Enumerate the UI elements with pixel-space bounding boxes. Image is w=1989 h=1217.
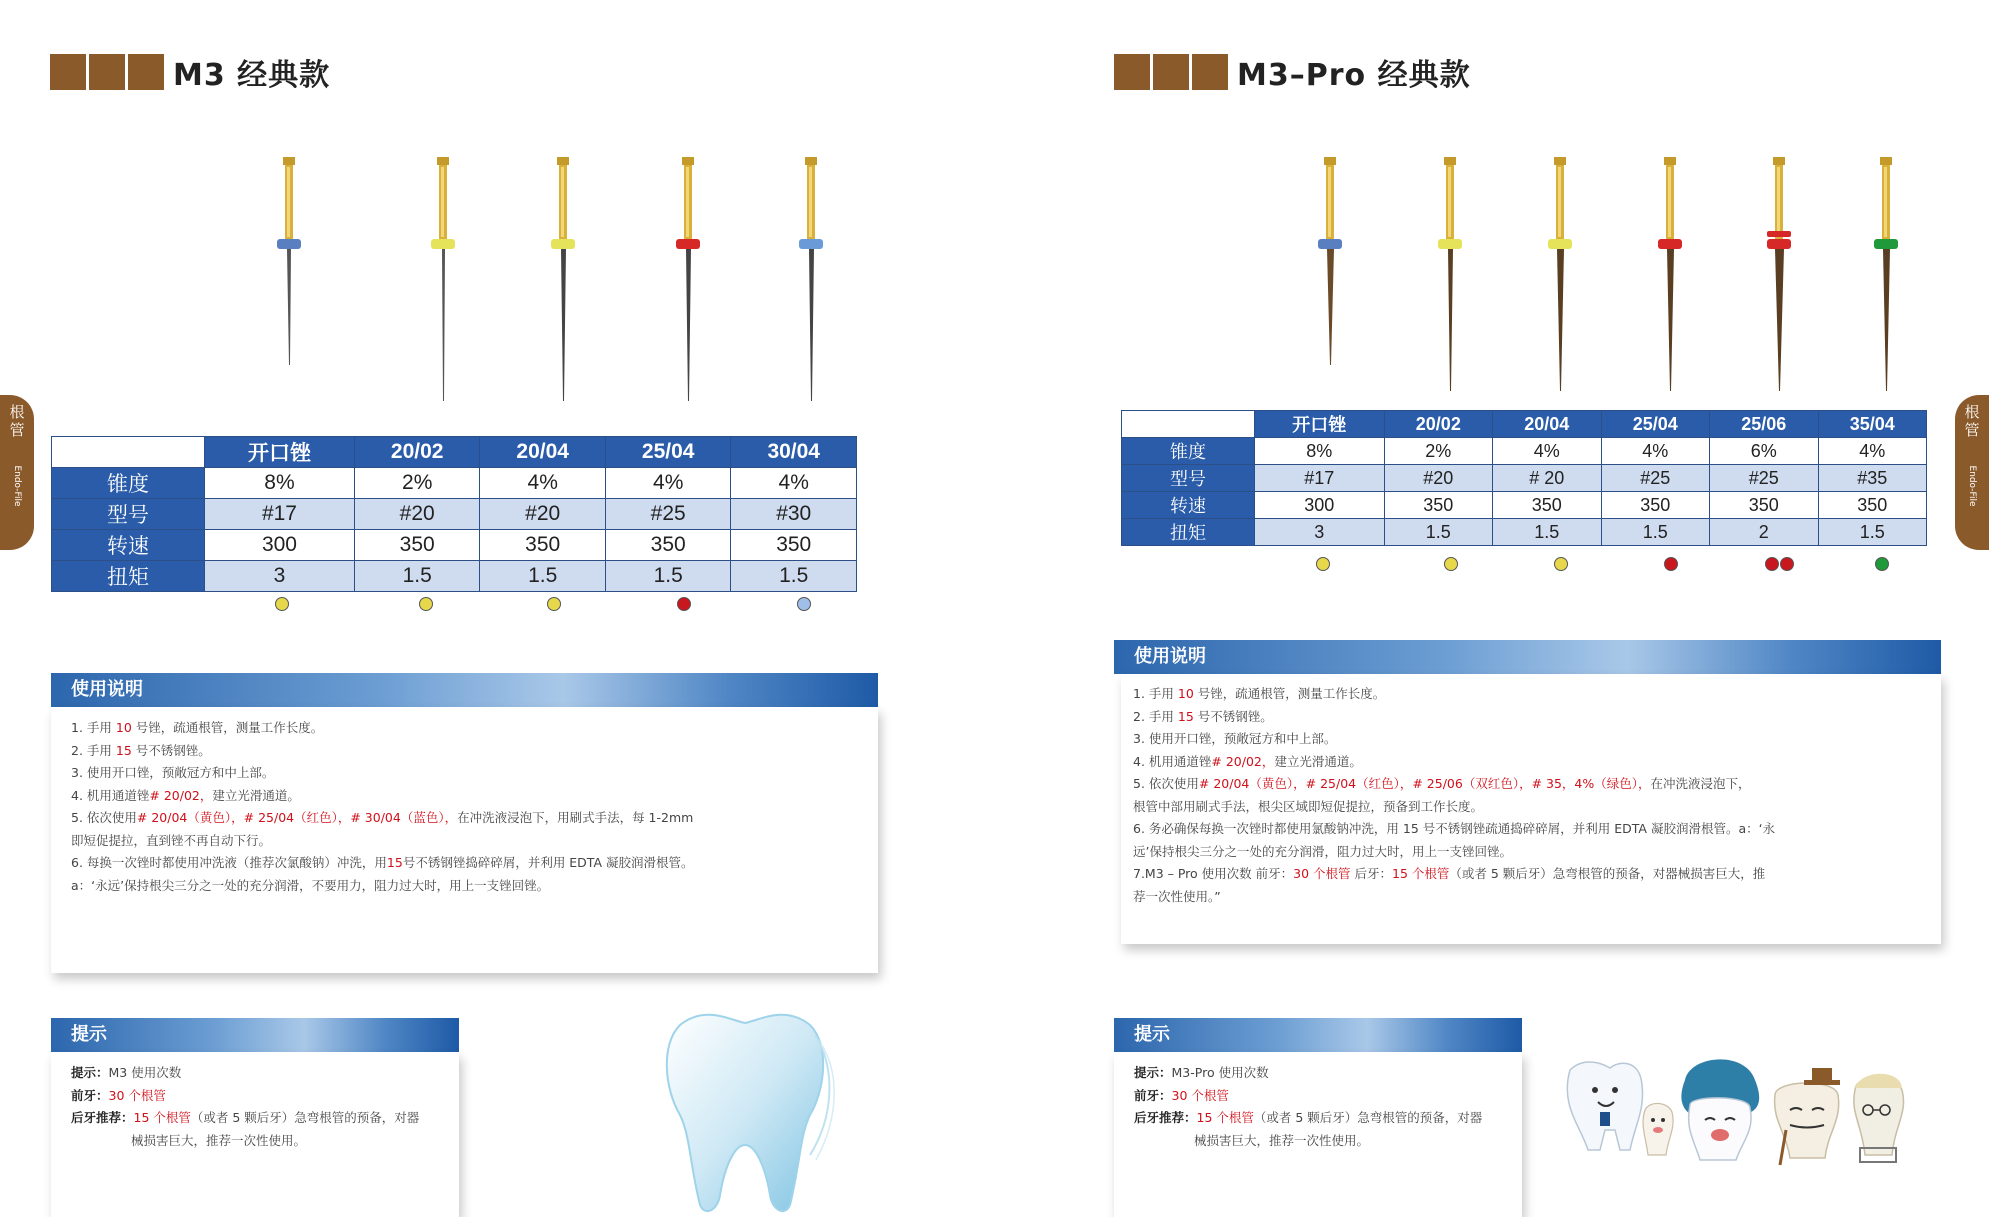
table-cell: 3 bbox=[1255, 519, 1385, 546]
instruction-text: 2. 手用 bbox=[1133, 708, 1178, 724]
table-cell: 350 bbox=[1710, 492, 1818, 519]
file-illustration-4 bbox=[669, 155, 709, 405]
instruction-line bbox=[71, 875, 878, 898]
instruction-text: 根管中部用刷式手法，根尖区域即短促提拉，预备到工作长度。 bbox=[1133, 798, 1484, 814]
tip-line bbox=[71, 1085, 459, 1108]
highlight-text: # 20/02， bbox=[149, 787, 213, 803]
tip-line bbox=[1134, 1085, 1522, 1108]
tip-line bbox=[71, 1107, 459, 1130]
side-tab-cn: 根管 bbox=[1964, 403, 1980, 439]
instruction-line bbox=[1133, 706, 1941, 729]
instruction-text: 号不锈钢锉。 bbox=[131, 742, 211, 758]
table-cell: 4% bbox=[1493, 438, 1601, 465]
table-cell: 1.5 bbox=[354, 561, 480, 592]
file-illustration-3 bbox=[1541, 155, 1581, 395]
instruction-line bbox=[1133, 796, 1941, 819]
title-square bbox=[50, 54, 86, 90]
table-cell: 350 bbox=[605, 530, 731, 561]
table-cell: 8% bbox=[205, 468, 355, 499]
table-cell: 300 bbox=[1255, 492, 1385, 519]
table-cell: #35 bbox=[1818, 465, 1927, 492]
cartoon-teeth-illustration bbox=[1550, 1050, 1920, 1170]
file-illustration-6 bbox=[1867, 155, 1907, 395]
table-header: 35/04 bbox=[1818, 411, 1927, 438]
table-header: 30/04 bbox=[731, 437, 857, 468]
instruction-line bbox=[1133, 818, 1941, 841]
instruction-line bbox=[1133, 841, 1941, 864]
right-title-text: M3–Pro 经典款 bbox=[1237, 58, 1471, 93]
color-dot bbox=[1316, 557, 1330, 571]
title-square bbox=[1114, 54, 1150, 90]
table-cell: 1.5 bbox=[1601, 519, 1709, 546]
color-dot bbox=[1664, 557, 1678, 571]
table-cell: 4% bbox=[731, 468, 857, 499]
right-instructions-body bbox=[1121, 674, 1941, 944]
left-instructions-body bbox=[51, 707, 878, 973]
row-label: 扭矩 bbox=[1122, 519, 1255, 546]
tip-value: 30 个根管 bbox=[108, 1087, 166, 1103]
instruction-text: 4. 机用通道锉 bbox=[71, 787, 150, 803]
tip-text: 械损害巨大，推荐一次性使用。 bbox=[1194, 1132, 1370, 1148]
highlight-text: 15 bbox=[386, 855, 403, 870]
table-cell: 1.5 bbox=[731, 561, 857, 592]
table-header: 25/04 bbox=[1601, 411, 1709, 438]
title-square bbox=[89, 54, 125, 90]
left-title-text: M3 经典款 bbox=[173, 58, 331, 93]
table-cell: 350 bbox=[480, 530, 606, 561]
color-dot bbox=[1554, 557, 1568, 571]
instruction-text: 1. 手用 bbox=[1133, 686, 1178, 701]
tip-text: M3-Pro 使用次数 bbox=[1171, 1065, 1269, 1080]
table-cell: 3 bbox=[205, 561, 355, 592]
table-cell: 4% bbox=[605, 468, 731, 499]
table-header: 开口锉 bbox=[1255, 411, 1385, 438]
table-cell: 4% bbox=[1601, 438, 1709, 465]
instruction-line bbox=[1133, 886, 1941, 909]
file-illustration-3 bbox=[544, 155, 584, 405]
table-corner bbox=[1122, 411, 1255, 438]
right-tips-body bbox=[1114, 1052, 1522, 1217]
table-cell: 8% bbox=[1255, 438, 1385, 465]
table-cell: 350 bbox=[731, 530, 857, 561]
table-cell: 1.5 bbox=[605, 561, 731, 592]
instruction-lines bbox=[1133, 683, 1941, 908]
table-cell: 2 bbox=[1710, 519, 1818, 546]
instruction-text: 即短促提拉，直到锉不再自动下行。 bbox=[71, 832, 272, 848]
table-cell: 1.5 bbox=[1384, 519, 1492, 546]
row-label: 型号 bbox=[52, 499, 205, 530]
tip-line bbox=[1134, 1130, 1522, 1153]
instruction-text: 3. 使用开口锉，预敞冠方和中上部。 bbox=[71, 765, 275, 780]
tip-value: 30 个根管 bbox=[1171, 1087, 1229, 1103]
right-tips-heading: 提示 bbox=[1114, 1018, 1522, 1052]
instruction-text: 号不锈钢锉捣碎碎屑，并利用 EDTA 凝胶润滑根管。 bbox=[402, 855, 694, 870]
instruction-text: 3. 使用开口锉，预敞冠方和中上部。 bbox=[1133, 731, 1337, 746]
table-cell: 350 bbox=[354, 530, 480, 561]
tip-text: 械损害巨大，推荐一次性使用。 bbox=[131, 1132, 307, 1148]
tip-label: 前牙： bbox=[71, 1087, 109, 1103]
table-cell: 300 bbox=[205, 530, 355, 561]
table-header: 25/06 bbox=[1710, 411, 1818, 438]
table-cell: 4% bbox=[1818, 438, 1927, 465]
left-tips-body bbox=[51, 1052, 459, 1217]
table-cell: #17 bbox=[1255, 465, 1385, 492]
table-header: 25/04 bbox=[605, 437, 731, 468]
row-label: 转速 bbox=[1122, 492, 1255, 519]
right-spec-table bbox=[1121, 410, 1927, 546]
instruction-line bbox=[71, 852, 878, 875]
tip-line bbox=[1134, 1107, 1522, 1130]
table-cell: #20 bbox=[1384, 465, 1492, 492]
table-header: 20/04 bbox=[480, 437, 606, 468]
instruction-line bbox=[1133, 863, 1941, 886]
tip-line bbox=[1134, 1062, 1522, 1085]
instruction-line bbox=[71, 717, 878, 740]
tip-text: （或者 5 颗后牙）急弯根管的预备，对器 bbox=[1253, 1110, 1483, 1125]
table-cell: 350 bbox=[1493, 492, 1601, 519]
table-cell: #20 bbox=[480, 499, 606, 530]
table-cell: 1.5 bbox=[1818, 519, 1927, 546]
left-title bbox=[50, 52, 330, 92]
color-dot bbox=[677, 597, 691, 611]
instruction-text: 后牙： bbox=[1350, 866, 1393, 881]
tip-label: 提示： bbox=[1134, 1065, 1172, 1080]
tip-text: （或者 5 颗后牙）急弯根管的预备，对器 bbox=[190, 1110, 420, 1125]
tip-label: 前牙： bbox=[1134, 1087, 1172, 1103]
table-header: 20/02 bbox=[354, 437, 480, 468]
left-instructions-heading: 使用说明 bbox=[51, 673, 878, 707]
left-spec-table bbox=[51, 436, 857, 592]
instruction-line bbox=[71, 740, 878, 763]
highlight-text: # 20/04（黄色），# 25/04（红色），# 25/06（双红色），# 35，4%（绿色）， bbox=[1198, 776, 1651, 791]
table-header: 开口锉 bbox=[205, 437, 355, 468]
table-cell: 2% bbox=[1384, 438, 1492, 465]
side-tab-en: Endo-File bbox=[1967, 465, 1977, 507]
table-cell: 2% bbox=[354, 468, 480, 499]
table-cell: #25 bbox=[1710, 465, 1818, 492]
instruction-text: 5. 依次使用 bbox=[1133, 776, 1199, 791]
table-cell: #17 bbox=[205, 499, 355, 530]
table-header: 20/02 bbox=[1384, 411, 1492, 438]
file-illustration-5 bbox=[792, 155, 832, 405]
instruction-text: 4. 机用通道锉 bbox=[1133, 753, 1212, 769]
file-illustration-1 bbox=[270, 155, 310, 370]
instruction-text: 7.M3 – Pro 使用次数 前牙： bbox=[1133, 866, 1294, 881]
instruction-text: 号锉，疏通根管，测量工作长度。 bbox=[1193, 686, 1386, 701]
table-cell: # 20 bbox=[1493, 465, 1601, 492]
table-cell: 350 bbox=[1601, 492, 1709, 519]
table-cell: #25 bbox=[605, 499, 731, 530]
instruction-text: 在冲洗液浸泡下， bbox=[1650, 776, 1751, 791]
highlight-text: # 20/04（黄色），# 25/04（红色），# 30/04（蓝色）， bbox=[136, 810, 458, 825]
row-label: 转速 bbox=[52, 530, 205, 561]
instruction-text: 2. 手用 bbox=[71, 742, 116, 758]
table-header: 20/04 bbox=[1493, 411, 1601, 438]
instruction-text: 建立光滑通道。 bbox=[212, 787, 300, 803]
instruction-text: 1. 手用 bbox=[71, 720, 116, 735]
table-cell: 1.5 bbox=[1493, 519, 1601, 546]
color-dot bbox=[1765, 557, 1779, 571]
table-cell: #25 bbox=[1601, 465, 1709, 492]
title-square bbox=[1192, 54, 1228, 90]
table-corner bbox=[52, 437, 205, 468]
file-illustration-5 bbox=[1760, 155, 1800, 395]
highlight-text: 15 个根管 bbox=[1392, 866, 1450, 881]
highlight-text: # 20/02， bbox=[1211, 753, 1275, 769]
table-cell: #20 bbox=[354, 499, 480, 530]
highlight-text: 10 bbox=[1177, 686, 1194, 701]
instruction-text: 荐一次性使用。” bbox=[1133, 888, 1221, 904]
table-cell: 350 bbox=[1384, 492, 1492, 519]
instruction-line bbox=[71, 807, 878, 830]
tip-line bbox=[71, 1062, 459, 1085]
table-cell: 1.5 bbox=[480, 561, 606, 592]
instruction-text: 6. 每换一次锉时都使用冲洗液（推荐次氯酸钠）冲洗，用 bbox=[71, 855, 387, 870]
color-dot bbox=[1780, 557, 1794, 571]
instruction-text: 号锉，疏通根管，测量工作长度。 bbox=[131, 720, 324, 735]
instruction-line bbox=[1133, 683, 1941, 706]
table-cell: 6% bbox=[1710, 438, 1818, 465]
file-illustration-2 bbox=[1431, 155, 1471, 395]
table-cell: 4% bbox=[480, 468, 606, 499]
highlight-text: 15 bbox=[1177, 708, 1194, 724]
instruction-line bbox=[1133, 728, 1941, 751]
color-dot bbox=[275, 597, 289, 611]
instruction-text: 建立光滑通道。 bbox=[1274, 753, 1362, 769]
table-cell: 350 bbox=[1818, 492, 1927, 519]
tip-value: 15 个根管 bbox=[1196, 1110, 1254, 1125]
tip-line bbox=[71, 1130, 459, 1153]
table-cell: #30 bbox=[731, 499, 857, 530]
side-tab-cn: 根管 bbox=[9, 403, 25, 439]
row-label: 锥度 bbox=[52, 468, 205, 499]
tip-text: M3 使用次数 bbox=[108, 1065, 182, 1080]
color-dot bbox=[1444, 557, 1458, 571]
instruction-text: 号不锈钢锉。 bbox=[1193, 708, 1273, 724]
title-square bbox=[1153, 54, 1189, 90]
right-title bbox=[1114, 52, 1471, 92]
row-label: 锥度 bbox=[1122, 438, 1255, 465]
row-label: 扭矩 bbox=[52, 561, 205, 592]
highlight-text: 15 bbox=[115, 742, 132, 758]
right-instructions-heading: 使用说明 bbox=[1114, 640, 1941, 674]
tip-label: 提示： bbox=[71, 1065, 109, 1080]
file-illustration-1 bbox=[1311, 155, 1351, 370]
row-label: 型号 bbox=[1122, 465, 1255, 492]
title-square bbox=[128, 54, 164, 90]
right-side-tab bbox=[1955, 395, 1989, 550]
highlight-text: 10 bbox=[115, 720, 132, 735]
color-dot bbox=[547, 597, 561, 611]
left-tips-heading: 提示 bbox=[51, 1018, 459, 1052]
instruction-line bbox=[1133, 773, 1941, 796]
left-side-tab bbox=[0, 395, 34, 550]
file-illustration-2 bbox=[424, 155, 464, 405]
tooth-illustration bbox=[650, 1005, 840, 1217]
file-illustration-4 bbox=[1651, 155, 1691, 395]
instruction-text: 6. 务必确保每换一次锉时都使用氯酸钠冲洗，用 15 号不锈钢锉疏通捣碎碎屑，并利用 EDTA 凝胶润滑根管。a：‘永 bbox=[1133, 821, 1776, 836]
instruction-line bbox=[71, 762, 878, 785]
instruction-line bbox=[1133, 751, 1941, 774]
side-tab-en: Endo-File bbox=[12, 465, 22, 507]
color-dot bbox=[419, 597, 433, 611]
instruction-lines bbox=[71, 717, 878, 897]
highlight-text: 30 个根管 bbox=[1293, 866, 1351, 881]
instruction-text: a：‘永远’保持根尖三分之一处的充分润滑，不要用力，阻力过大时，用上一支锉回锉。 bbox=[71, 877, 550, 893]
tip-value: 15 个根管 bbox=[133, 1110, 191, 1125]
instruction-line bbox=[71, 785, 878, 808]
tip-label: 后牙推荐： bbox=[71, 1110, 134, 1125]
tip-label: 后牙推荐： bbox=[1134, 1110, 1197, 1125]
instruction-line bbox=[71, 830, 878, 853]
instruction-text: 在冲洗液浸泡下，用刷式手法，每 1-2mm bbox=[457, 810, 694, 825]
color-dot bbox=[797, 597, 811, 611]
instruction-text: 远’保持根尖三分之一处的充分润滑，阻力过大时，用上一支锉回锉。 bbox=[1133, 843, 1512, 859]
instruction-text: 5. 依次使用 bbox=[71, 810, 137, 825]
instruction-text: （或者 5 颗后牙）急弯根管的预备，对器械损害巨大，推 bbox=[1449, 866, 1766, 881]
color-dot bbox=[1875, 557, 1889, 571]
